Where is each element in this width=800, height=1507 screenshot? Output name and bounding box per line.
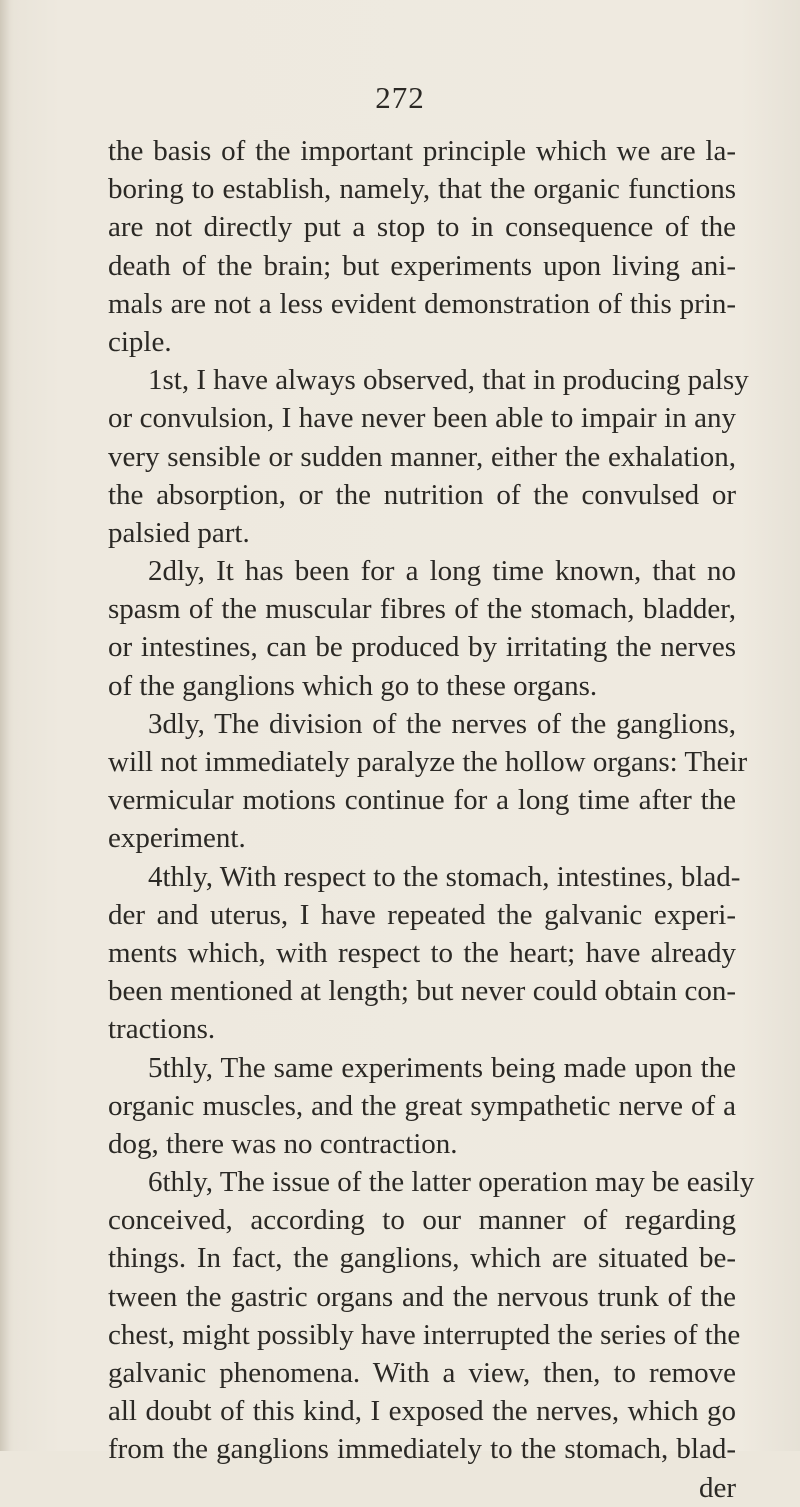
text-line: vermicular motions continue for a long time after the xyxy=(108,784,736,817)
text-line: all doubt of this kind, I exposed the nerves, which go xyxy=(108,1395,736,1428)
text-line: 2dly, It has been for a long time known, that no xyxy=(148,555,736,588)
text-line: 4thly, With respect to the stomach, intestines, blad- xyxy=(148,860,741,893)
text-line: death of the brain; but experiments upon living ani- xyxy=(108,249,736,282)
text-line: the absorption, or the nutrition of the convulsed or xyxy=(108,478,736,511)
page-edge-shadow xyxy=(0,0,10,1451)
text-line: or intestines, can be produced by irritating the nerves xyxy=(108,631,736,664)
text-line: will not immediately paralyze the hollow organs: Their xyxy=(108,746,748,778)
text-line: very sensible or sudden manner, either the exhalation, xyxy=(108,440,736,473)
text-line: been mentioned at length; but never could obtain con- xyxy=(108,975,736,1008)
text-line: 5thly, The same experiments being made upon the xyxy=(148,1051,736,1084)
text-line: 6thly, The issue of the latter operation may be easily xyxy=(148,1166,755,1199)
text-line: or convulsion, I have never been able to impair in any xyxy=(108,402,736,435)
body-text xyxy=(108,132,755,1507)
text-line: the basis of the important principle which we are la- xyxy=(108,135,736,167)
text-line: spasm of the muscular fibres of the stomach, bladder, xyxy=(108,593,736,626)
text-line: organic muscles, and the great sympathetic nerve of a xyxy=(108,1089,736,1122)
text-line: ciple. xyxy=(108,325,172,358)
catchword: der xyxy=(698,1471,736,1504)
text-line: dog, there was no contraction. xyxy=(108,1127,458,1160)
text-line: 1st, I have always observed, that in producing palsy xyxy=(148,364,749,397)
text-line: boring to establish, namely, that the organic functions xyxy=(108,173,736,206)
text-line: from the ganglions immediately to the stomach, blad- xyxy=(108,1433,736,1466)
text-line: are not directly put a stop to in consequence of the xyxy=(108,211,736,244)
text-line: conceived, according to our manner of regarding xyxy=(108,1204,736,1237)
text-line: 3dly, The division of the nerves of the ganglions, xyxy=(148,707,736,740)
text-line: der and uterus, I have repeated the galvanic experi- xyxy=(108,898,736,931)
text-line: ments which, with respect to the heart; have already xyxy=(108,936,736,969)
text-line: experiment. xyxy=(108,822,246,855)
text-line: chest, might possibly have interrupted the series of the xyxy=(108,1318,741,1351)
text-line: mals are not a less evident demonstration of this prin- xyxy=(108,287,736,320)
page-number: 272 xyxy=(375,80,425,115)
text-line: tween the gastric organs and the nervous trunk of the xyxy=(108,1280,736,1313)
text-line: of the ganglions which go to these organs. xyxy=(108,669,598,702)
text-line: galvanic phenomena. With a view, then, to remove xyxy=(108,1357,736,1389)
text-line: tractions. xyxy=(108,1013,216,1046)
text-line: palsied part. xyxy=(108,516,250,549)
text-line: things. In fact, the ganglions, which are situated be- xyxy=(108,1242,736,1275)
